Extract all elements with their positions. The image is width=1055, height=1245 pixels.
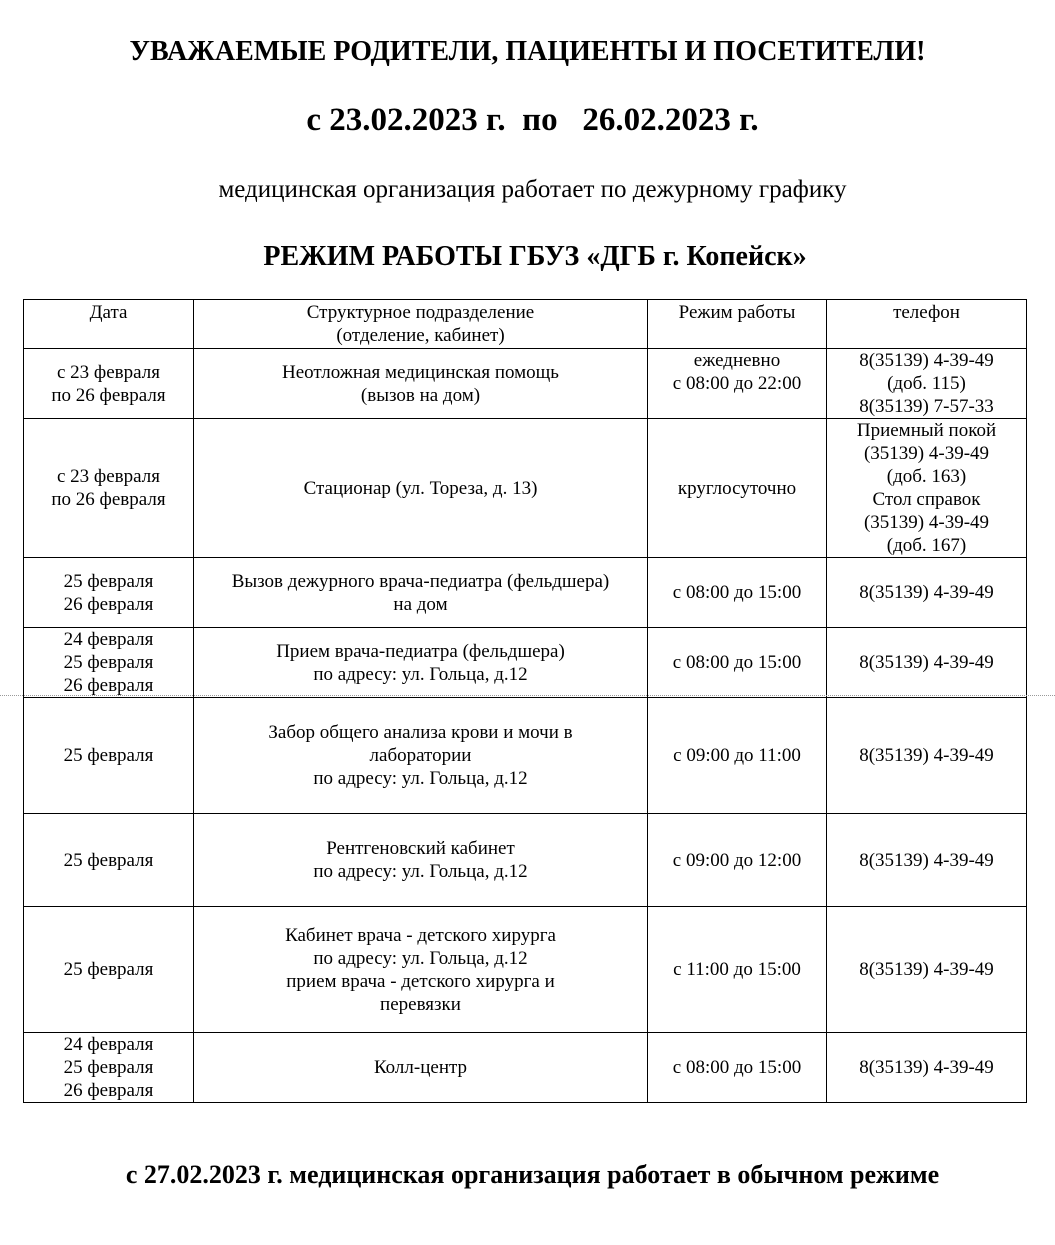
cell-department: Стационар (ул. Тореза, д. 13) bbox=[194, 419, 648, 558]
table-row bbox=[24, 814, 1027, 907]
regime-title: РЕЖИМ РАБОТЫ ГБУЗ «ДГБ г. Копейск» bbox=[263, 241, 807, 272]
cell-department: Кабинет врача - детского хирурга по адресу: ул. Гольца, д.12 прием врача - детского хирурга и перевязки bbox=[194, 907, 648, 1033]
cell-department: Колл-центр bbox=[194, 1033, 648, 1103]
page-title: УВАЖАЕМЫЕ РОДИТЕЛИ, ПАЦИЕНТЫ И ПОСЕТИТЕЛИ! bbox=[129, 36, 926, 67]
cell-department: Забор общего анализа крови и мочи в лаборатории по адресу: ул. Гольца, д.12 bbox=[194, 698, 648, 814]
header-date: Дата bbox=[24, 300, 194, 349]
cell-date: 25 февраля bbox=[24, 907, 194, 1033]
cell-hours: с 09:00 до 12:00 bbox=[648, 814, 827, 907]
cell-phone: 8(35139) 4-39-49 bbox=[827, 558, 1027, 628]
schedule-table bbox=[23, 299, 1027, 1103]
table-row bbox=[24, 349, 1027, 419]
table-row bbox=[24, 1033, 1027, 1103]
table-row bbox=[24, 698, 1027, 814]
cell-department: Рентгеновский кабинет по адресу: ул. Гольца, д.12 bbox=[194, 814, 648, 907]
cell-department: Неотложная медицинская помощь (вызов на дом) bbox=[194, 349, 648, 419]
table-row bbox=[24, 628, 1027, 698]
cell-phone: 8(35139) 4-39-49 bbox=[827, 628, 1027, 698]
cell-phone: 8(35139) 4-39-49 bbox=[827, 698, 1027, 814]
subtitle: медицинская организация работает по дежурному графику bbox=[218, 176, 847, 203]
cell-date: с 23 февраля по 26 февраля bbox=[24, 349, 194, 419]
period-dates: с 23.02.2023 г. по 26.02.2023 г. bbox=[306, 102, 759, 138]
cell-date: 24 февраля 25 февраля 26 февраля bbox=[24, 1033, 194, 1103]
cell-hours: с 08:00 до 15:00 bbox=[648, 558, 827, 628]
cell-hours: с 08:00 до 15:00 bbox=[648, 1033, 827, 1103]
cell-hours: с 09:00 до 11:00 bbox=[648, 698, 827, 814]
table-row bbox=[24, 419, 1027, 558]
footer-note: с 27.02.2023 г. медицинская организация работает в обычном режиме bbox=[125, 1160, 940, 1189]
table-header-row bbox=[24, 300, 1027, 349]
page-break-divider bbox=[0, 695, 1055, 696]
header-phone: телефон bbox=[827, 300, 1027, 349]
cell-date: 25 февраля 26 февраля bbox=[24, 558, 194, 628]
header-hours: Режим работы bbox=[648, 300, 827, 349]
cell-date: 25 февраля bbox=[24, 698, 194, 814]
cell-hours: круглосуточно bbox=[648, 419, 827, 558]
cell-phone: 8(35139) 4-39-49 bbox=[827, 1033, 1027, 1103]
table-row bbox=[24, 907, 1027, 1033]
cell-phone: 8(35139) 4-39-49 bbox=[827, 907, 1027, 1033]
cell-date: 24 февраля 25 февраля 26 февраля bbox=[24, 628, 194, 698]
cell-date: с 23 февраля по 26 февраля bbox=[24, 419, 194, 558]
table-row bbox=[24, 558, 1027, 628]
header-department: Структурное подразделение (отделение, кабинет) bbox=[194, 300, 648, 349]
cell-phone: 8(35139) 4-39-49 bbox=[827, 814, 1027, 907]
cell-department: Прием врача-педиатра (фельдшера) по адресу: ул. Гольца, д.12 bbox=[194, 628, 648, 698]
cell-hours: ежедневно с 08:00 до 22:00 bbox=[648, 349, 827, 419]
cell-hours: с 11:00 до 15:00 bbox=[648, 907, 827, 1033]
cell-department: Вызов дежурного врача-педиатра (фельдшера) на дом bbox=[194, 558, 648, 628]
cell-date: 25 февраля bbox=[24, 814, 194, 907]
cell-hours: с 08:00 до 15:00 bbox=[648, 628, 827, 698]
cell-phone: Приемный покой (35139) 4-39-49 (доб. 163) Стол справок (35139) 4-39-49 (доб. 167) bbox=[827, 419, 1027, 558]
cell-phone: 8(35139) 4-39-49 (доб. 115) 8(35139) 7-57-33 bbox=[827, 349, 1027, 419]
